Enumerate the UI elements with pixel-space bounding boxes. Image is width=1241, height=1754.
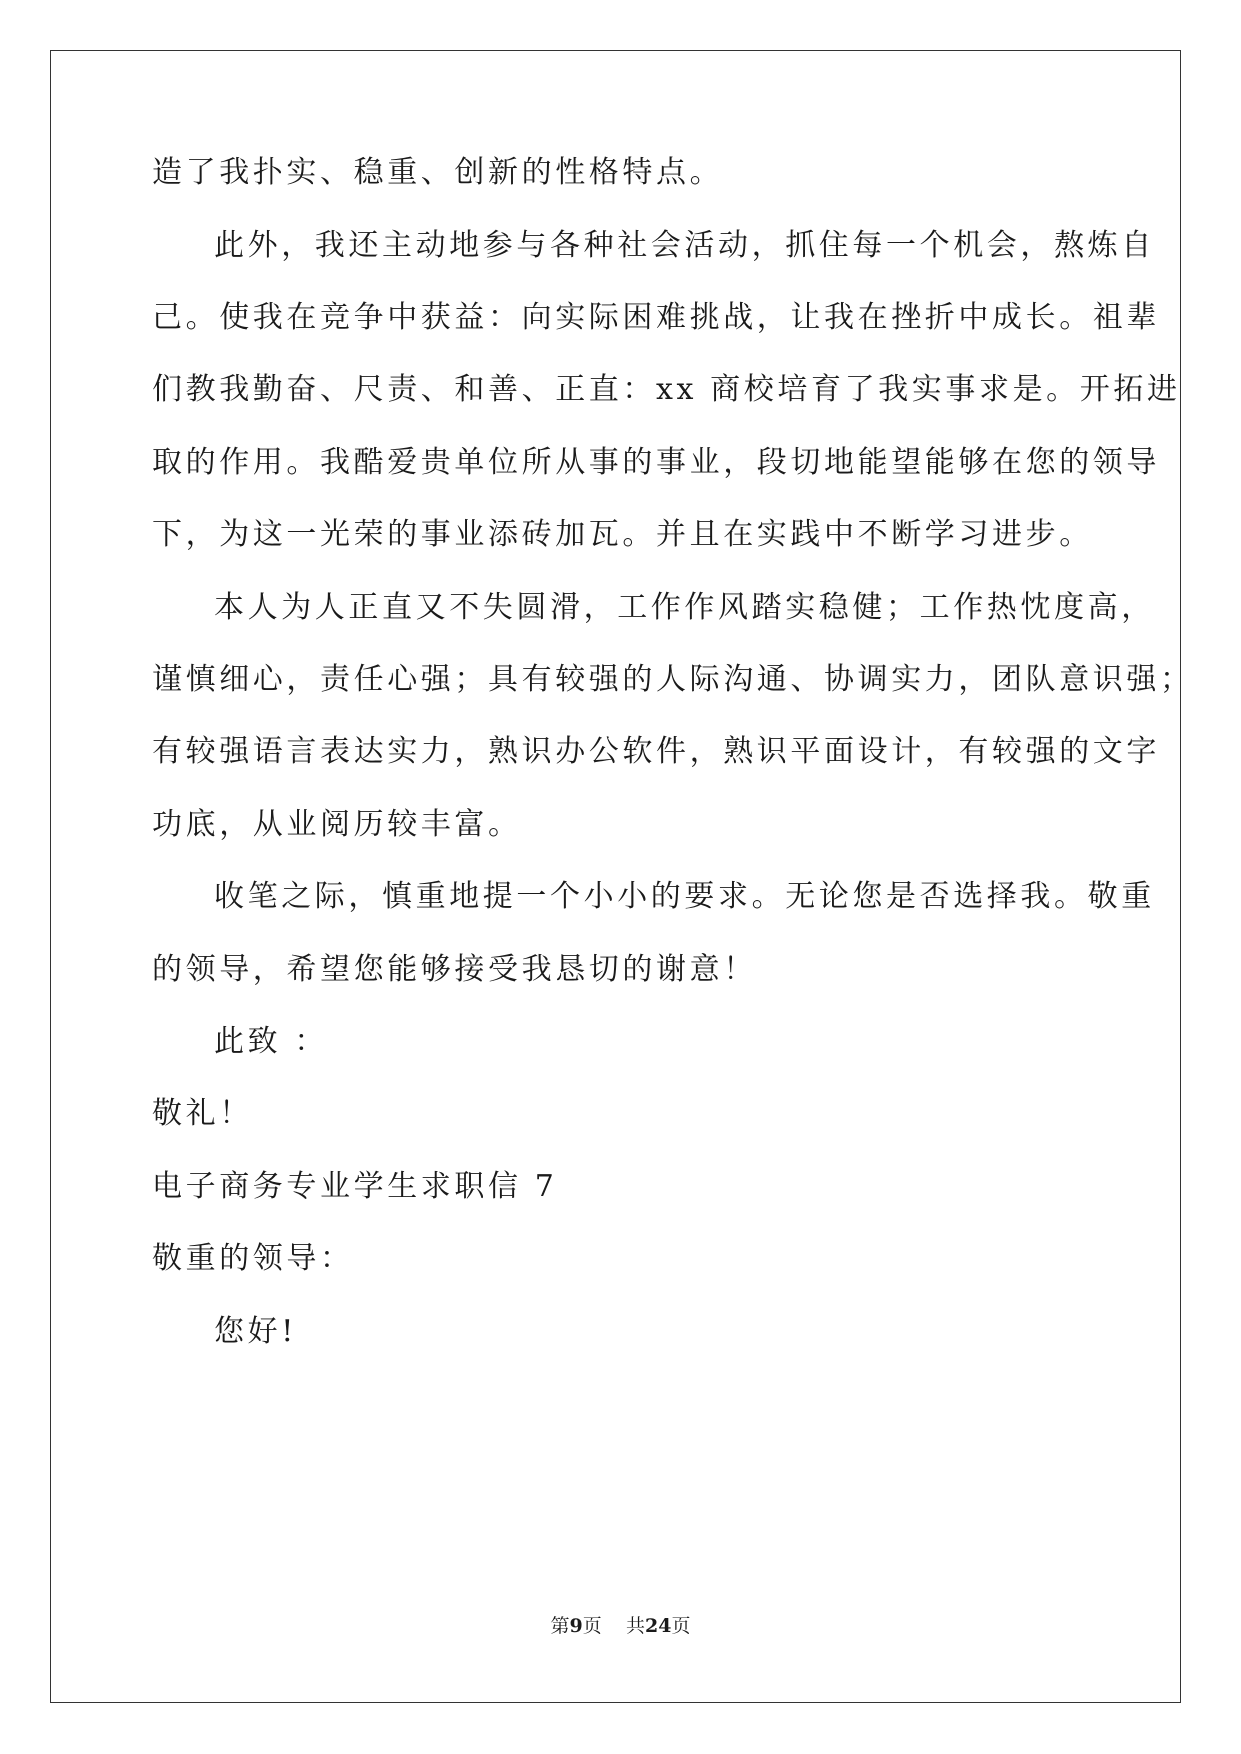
body-line-10: 功底，从业阅历较丰富。 [152, 807, 522, 842]
closing-salutation: 此致 ： [214, 1024, 328, 1059]
total-prefix: 共 [625, 1615, 645, 1637]
page-footer [0, 1614, 1241, 1638]
total-suffix: 页 [671, 1615, 691, 1637]
body-line-5: 取的作用。我酷爱贵单位所从事的事业，段切地能望能够在您的领导 [152, 445, 1160, 480]
body-line-3: 己。使我在竞争中获益：向实际困难挑战，让我在挫折中成长。祖辈 [152, 300, 1160, 335]
closing-regards: 敬礼！ [152, 1096, 253, 1131]
body-line-6: 下，为这一光荣的事业添砖加瓦。并且在实践中不断学习进步。 [152, 517, 1093, 552]
page-suffix: 页 [582, 1615, 602, 1637]
body-line-9: 有较强语言表达实力，熟识办公软件，熟识平面设计，有较强的文字 [152, 734, 1160, 769]
body-line-12: 的领导，希望您能够接受我恳切的谢意！ [152, 952, 757, 987]
body-line-7: 本人为人正直又不失圆滑，工作作风踏实稳健；工作热忱度高， [214, 590, 1155, 625]
body-line-4: 们教我勤奋、尺责、和善、正直：xx 商校培育了我实事求是。开拓进 [152, 372, 1181, 407]
letter-salutation: 敬重的领导： [152, 1241, 354, 1276]
body-line-1: 造了我扑实、稳重、创新的性格特点。 [152, 155, 724, 190]
body-line-8: 谨慎细心，责任心强；具有较强的人际沟通、协调实力，团队意识强； [152, 662, 1194, 697]
total-pages: 24 [644, 1615, 672, 1637]
section-title: 电子商务专业学生求职信 7 [152, 1169, 558, 1204]
body-line-2: 此外，我还主动地参与各种社会活动，抓住每一个机会，熬炼自 [214, 228, 1155, 263]
page-number: 9 [569, 1615, 583, 1637]
page-prefix: 第 [550, 1615, 570, 1637]
letter-greeting: 您好! [214, 1314, 297, 1349]
body-line-11: 收笔之际，慎重地提一个小小的要求。无论您是否选择我。敬重 [214, 879, 1155, 914]
